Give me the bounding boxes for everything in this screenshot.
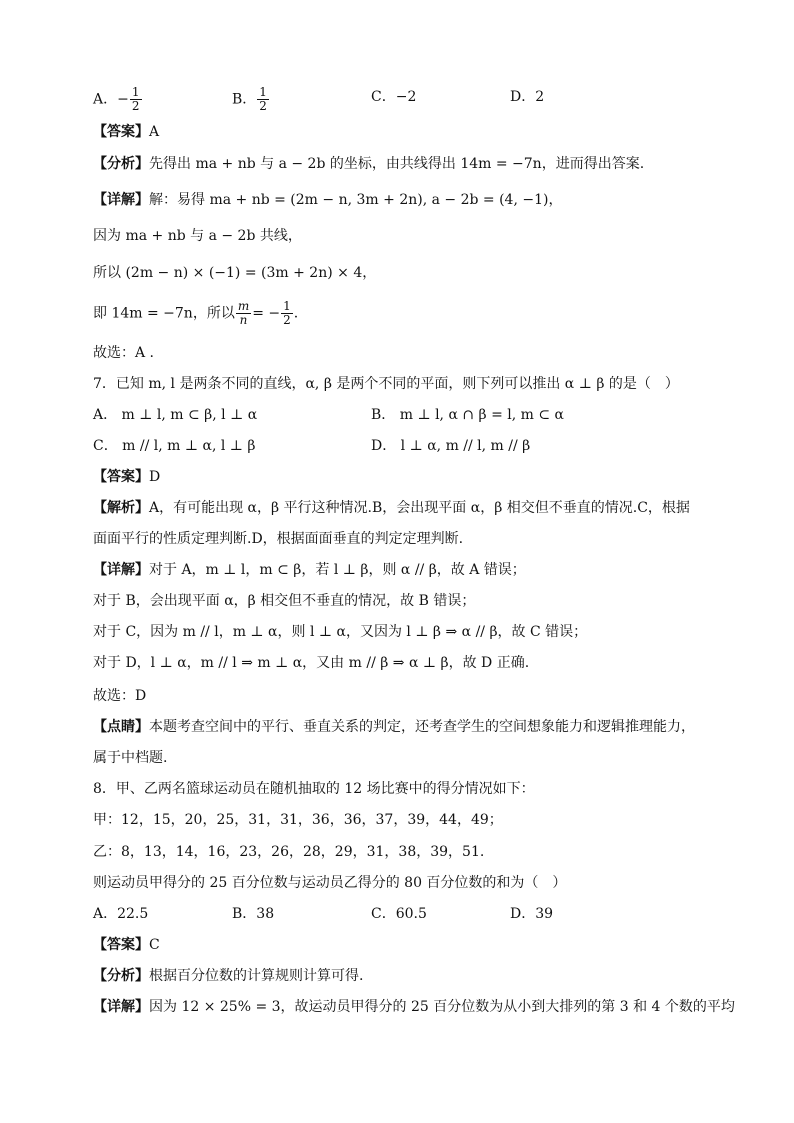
q6-analysis: 【分析】先得出 ma + nb 与 a − 2b 的坐标，由共线得出 14m = −7n，进而得出答案. [93,156,645,172]
q8-analysis: 【分析】根据百分位数的计算规则计算可得. [93,968,364,984]
q7-conclusion: 故选：D [93,688,147,704]
q8-yi-scores: 乙：8，13，14，16，23，26，28，29，31，38，39，51. [93,844,485,860]
fraction: $\frac{m}{n}$ [237,299,250,327]
q7-detail-line-4: 对于 D，l ⊥ α，m // l ⇒ m ⊥ α，又由 m // β ⇒ α ⊥ β，故 D 正确. [93,655,530,671]
q8-option-c: C．60.5 [371,906,427,922]
q8-detail-line-1: 【详解】因为 12 × 25% = 3，故运动员甲得分的 25 百分位数为从小到大排列的第 3 和 4 个数的平均 [93,999,735,1015]
q8-option-a: A．22.5 [93,906,149,922]
q6-option-a: A．− $\frac{1}{2}$ [93,85,140,113]
q7-option-b: B． m ⊥ l, α ∩ β = l, m ⊂ α [371,407,565,423]
q6-conclusion: 故选：A . [93,345,155,361]
q7-remark-line-2: 属于中档题. [93,750,168,766]
q6-option-b: B． $\frac{1}{2}$ [232,85,267,113]
q6-detail-line-4: 即 14m = −7n，所以 $\frac{m}{n}$ = − $\frac{1}{2}$ . [93,299,299,327]
q7-option-a: A． m ⊥ l, m ⊂ β, l ⊥ α [93,407,258,423]
q7-stem: 7．已知 m, l 是两条不同的直线，α, β 是两个不同的平面，则下列可以推出 α ⊥ β 的是（ ） [93,376,679,392]
q8-option-b: B．38 [232,906,275,922]
fraction: $\frac{1}{2}$ [283,299,291,327]
q6-detail-line-2: 因为 ma + nb 与 a − 2b 共线， [93,228,302,244]
q8-option-d: D．39 [510,906,554,922]
q8-answer: 【答案】C [93,937,160,953]
q7-detail-line-1: 【详解】对于 A，m ⊥ l，m ⊂ β，若 l ⊥ β，则 α // β，故 A 错误； [93,562,526,578]
q6-option-c: C．−2 [371,89,417,105]
q7-option-c: C． m // l, m ⊥ α, l ⊥ β [93,438,256,454]
q6-answer: 【答案】A [93,124,160,140]
q7-analysis-line-2: 面面平行的性质定理判断.D，根据面面垂直的判定定理判断. [93,531,464,547]
q6-detail-line-3: 所以 (2m − n) × (−1) = (3m + 2n) × 4， [93,265,377,281]
q8-stem: 8．甲、乙两名篮球运动员在随机抽取的 12 场比赛中的得分情况如下： [93,781,535,797]
q7-remark-line-1: 【点睛】本题考查空间中的平行、垂直关系的判定，还考查学生的空间想象能力和逻辑推理能力， [93,719,695,735]
q7-detail-line-3: 对于 C，因为 m // l，m ⊥ α，则 l ⊥ α，又因为 l ⊥ β ⇒ α // β，故 C 错误； [93,624,588,640]
q7-answer: 【答案】D [93,469,161,485]
fraction: $\frac{1}{2}$ [131,85,140,113]
q7-detail-line-2: 对于 B，会出现平面 α，β 相交但不垂直的情况，故 B 错误； [93,593,476,609]
q6-detail-line-1: 【详解】解：易得 ma + nb = (2m − n, 3m + 2n), a − 2b = (4, −1)， [93,192,563,208]
q8-jia-scores: 甲：12，15，20，25，31，31，36，36，37，39，44，49； [93,812,503,828]
q7-option-d: D． l ⊥ α, m // l, m // β [371,438,531,454]
q6-option-d: D．2 [510,89,545,105]
fraction: $\frac{1}{2}$ [259,85,267,113]
q7-analysis-line-1: 【解析】A，有可能出现 α，β 平行这种情况.B，会出现平面 α，β 相交但不垂直的情况.C，根据 [93,500,690,516]
q8-question: 则运动员甲得分的 25 百分位数与运动员乙得分的 80 百分位数的和为（ ） [93,875,567,891]
